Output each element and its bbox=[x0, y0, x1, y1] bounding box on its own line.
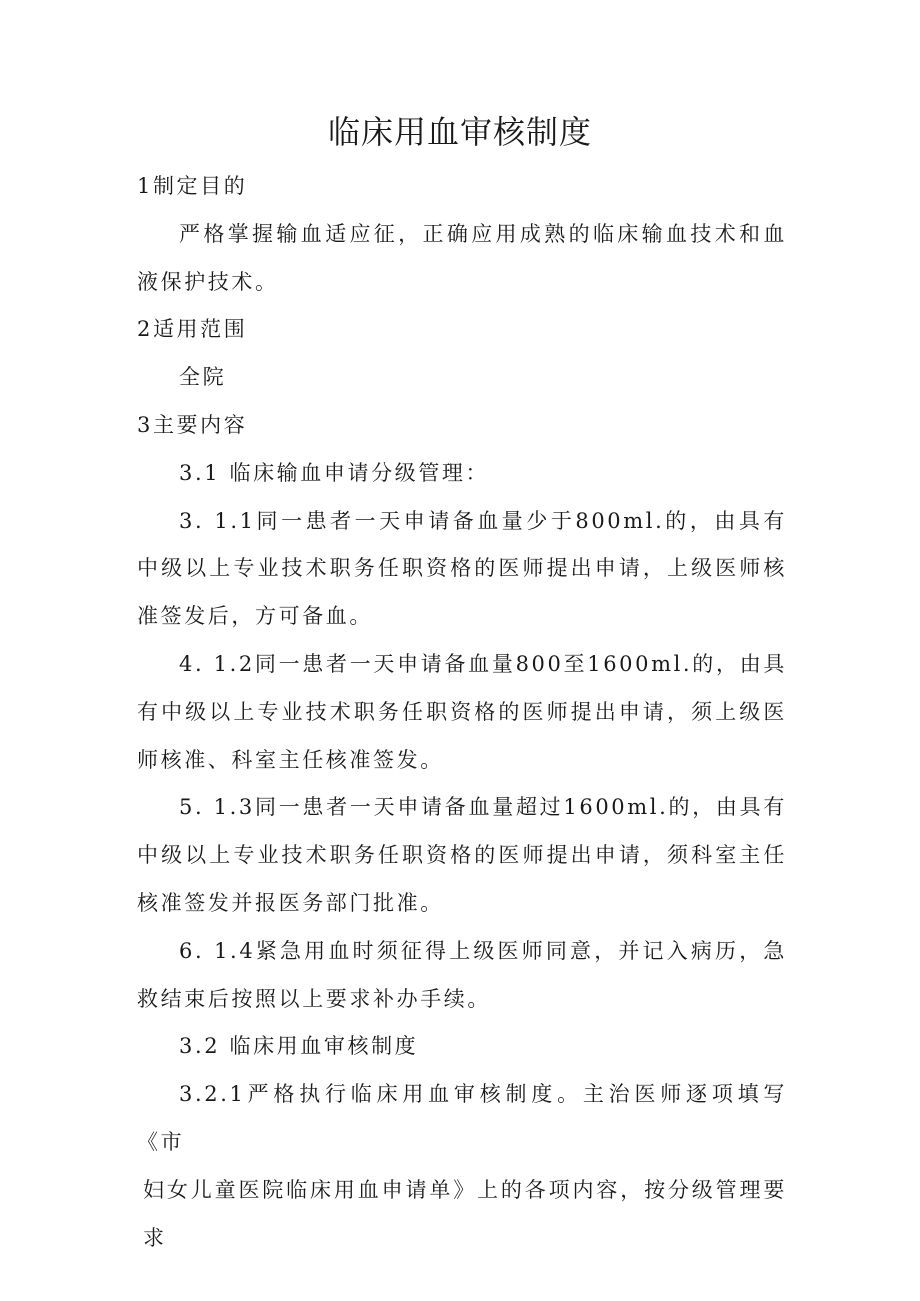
section-1-text: 严格掌握输血适应征，正确应用成熟的临床输血技术和血液保护技术。 bbox=[137, 221, 787, 294]
item-3-1-1: 3. 1.1同一患者一天申请备血量少于800ml.的，由具有中级以上专业技术职务任职资格的医师提出申请，上级医师核准签发后，方可备血。 bbox=[137, 508, 787, 629]
item-3-1-4: 6. 1.4紧急用血时须征得上级医师同意，并记入病历，急救结束后按照以上要求补办手续。 bbox=[137, 938, 787, 1011]
item-3-1-2: 4. 1.2同一患者一天申请备血量800至1600ml.的，由具有中级以上专业技术职务任职资格的医师提出申请，须上级医师核准、科室主任核准签发。 bbox=[137, 651, 787, 772]
item-3-2-1-line-2: 妇女儿童医院临床用血申请单》上的各项内容，按分级管理要求 bbox=[143, 1177, 787, 1250]
item-3-2-1-line-1: 3.2.1严格执行临床用血审核制度。主治医师逐项填写《市 bbox=[137, 1082, 787, 1154]
section-2-text: 全院 bbox=[179, 365, 227, 390]
section-3-heading: 3主要内容 bbox=[137, 412, 248, 437]
document-title: 临床用血审核制度 bbox=[327, 113, 592, 151]
item-3-1-3: 5. 1.3同一患者一天申请备血量超过1600ml.的，由具有中级以上专业技术职务任职资格的医师提出申请，须科室主任核准签发并报医务部门批准。 bbox=[137, 795, 787, 915]
section-3-2-heading: 3.2 临床用血审核制度 bbox=[179, 1034, 419, 1059]
section-2-heading: 2适用范围 bbox=[137, 317, 248, 342]
document-body bbox=[137, 163, 787, 1262]
section-1-heading: 1制定目的 bbox=[137, 174, 248, 198]
section-3-1-heading: 3.1 临床输血申请分级管理： bbox=[179, 460, 490, 485]
